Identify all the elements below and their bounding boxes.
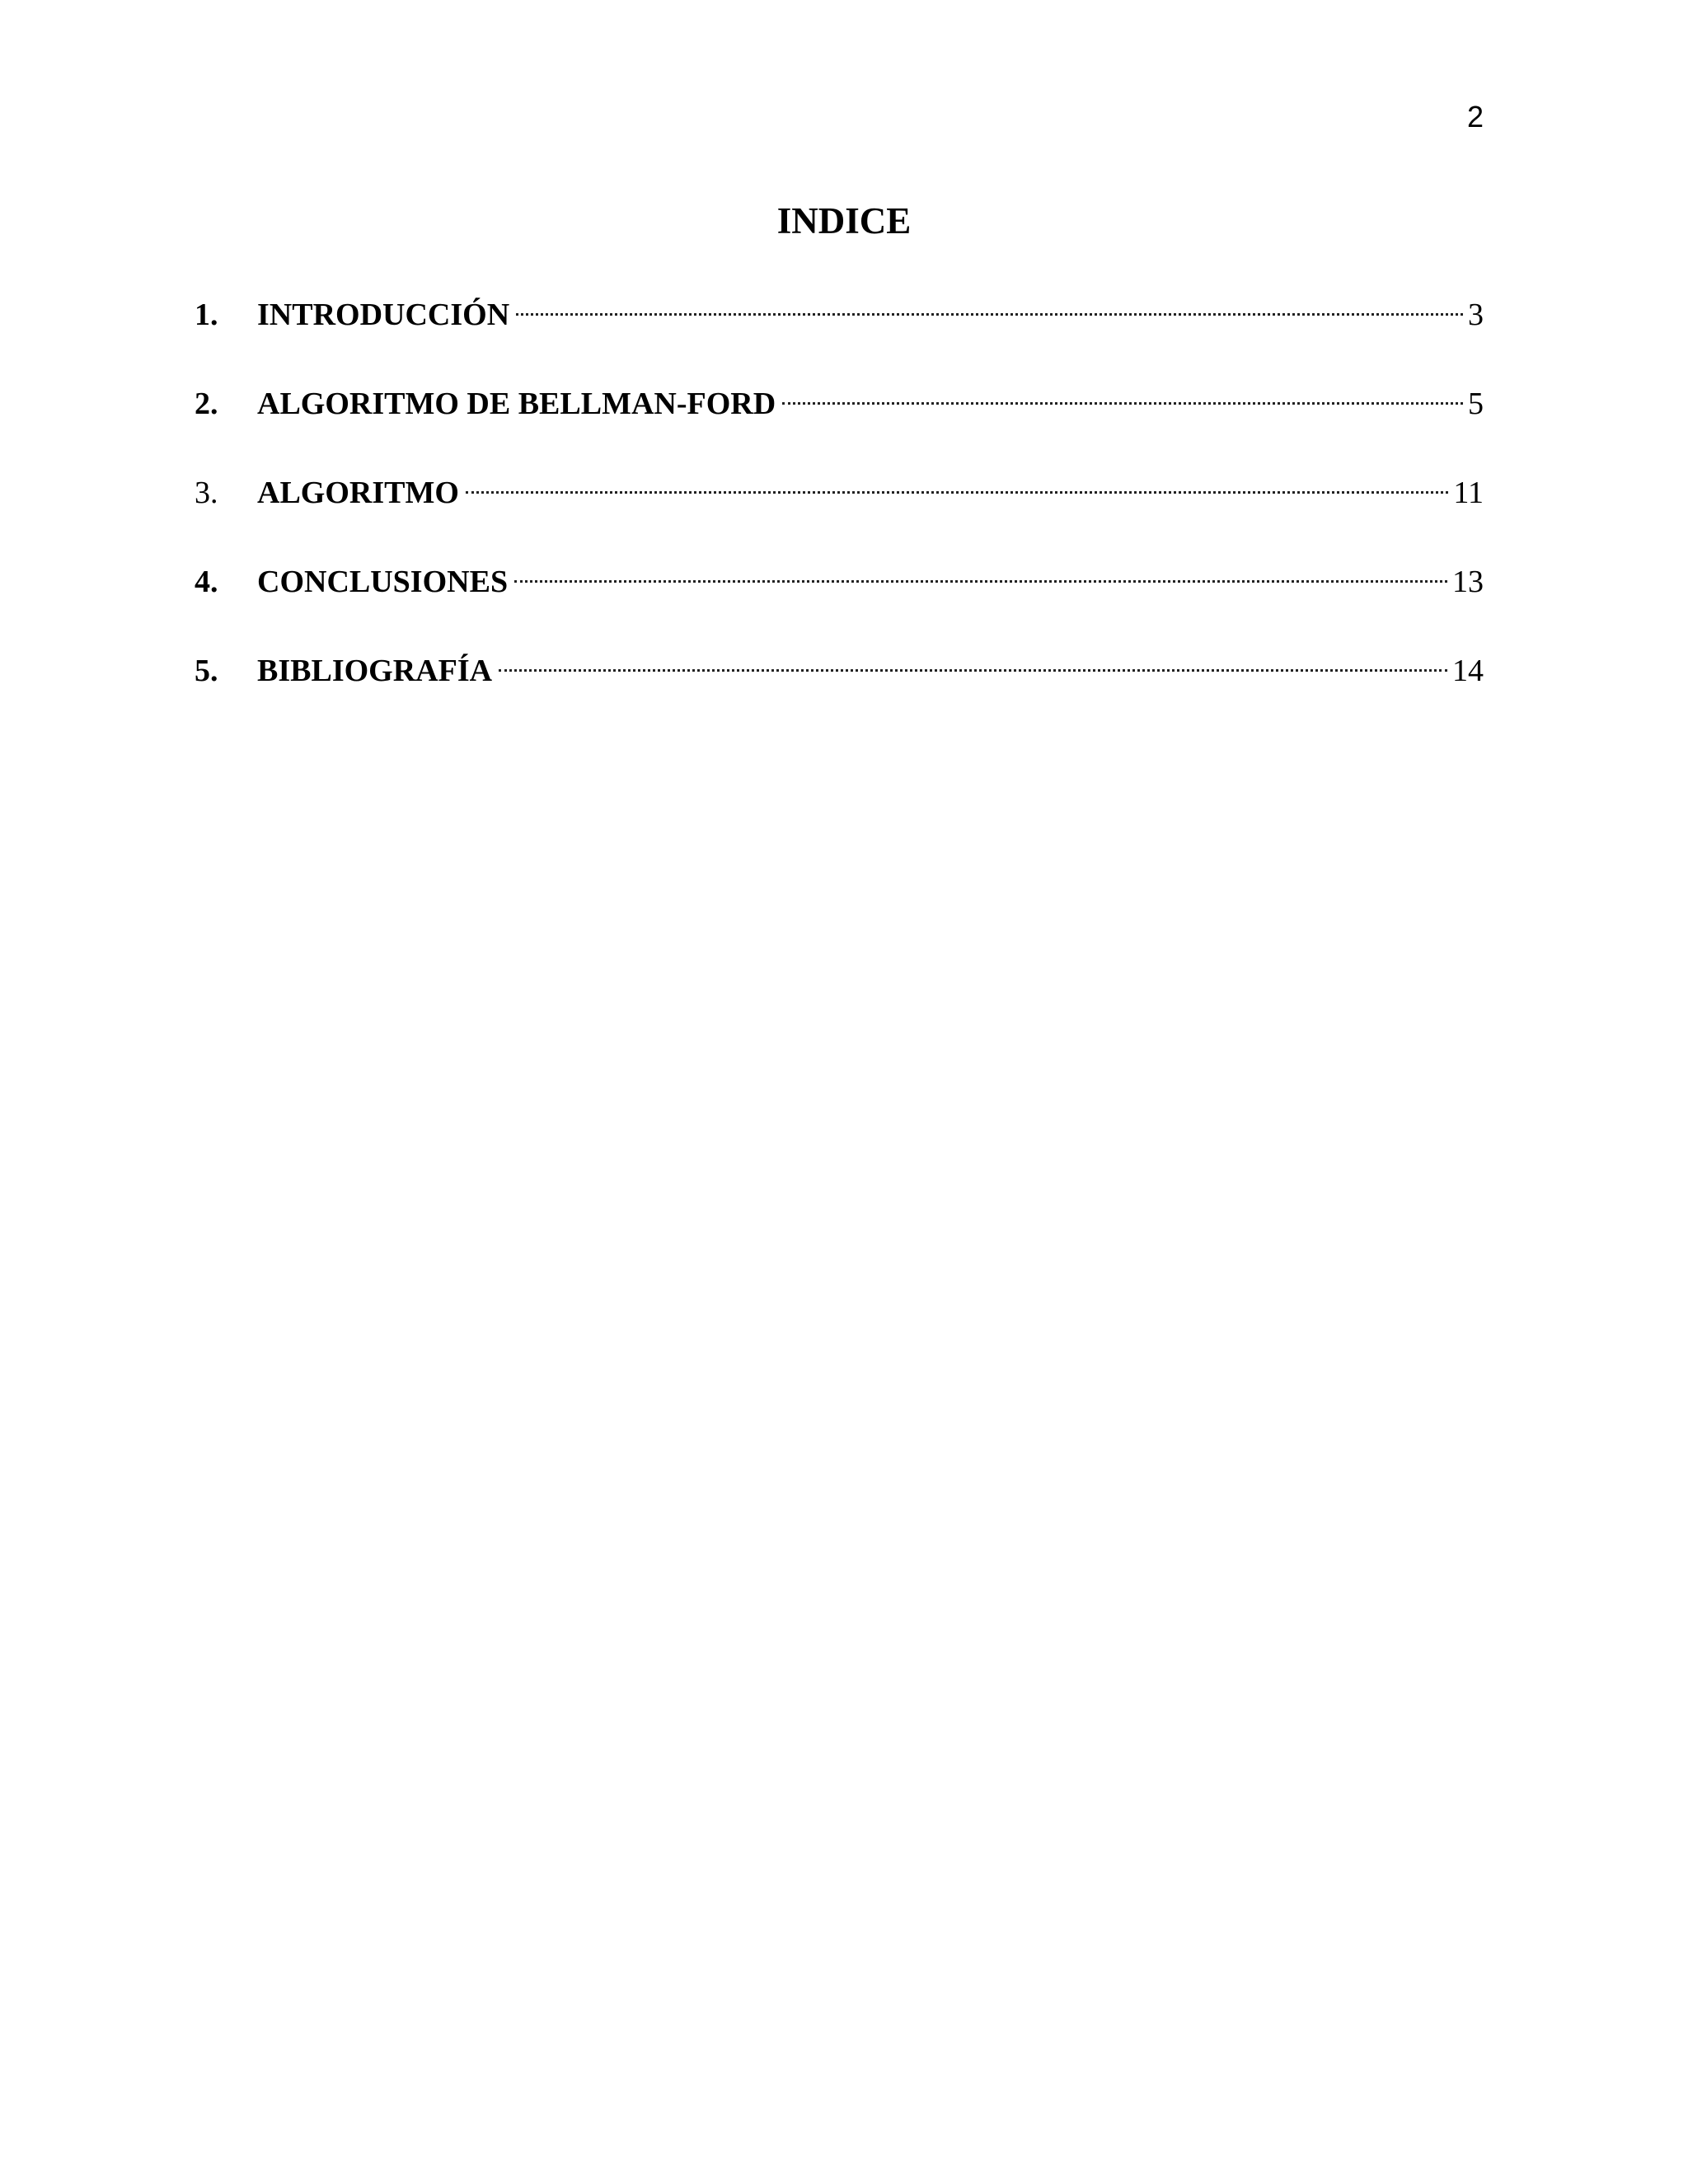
toc-entry-number: 2. <box>195 387 218 421</box>
toc-entry-number: 1. <box>195 298 218 332</box>
dot-leader <box>516 282 1463 325</box>
toc-entry-introduccion[interactable] <box>195 282 1484 332</box>
toc-entry-page: 3 <box>1468 298 1484 332</box>
toc-entry-label: BIBLIOGRAFÍA <box>257 654 493 688</box>
dot-leader <box>499 638 1447 681</box>
page-title: INDICE <box>776 200 912 241</box>
dot-leader <box>782 371 1463 414</box>
toc-entry-bellman-ford[interactable] <box>195 371 1484 421</box>
dot-leader <box>466 460 1449 503</box>
toc-entry-conclusiones[interactable] <box>195 549 1484 599</box>
toc-entry-label: CONCLUSIONES <box>257 565 509 599</box>
toc-entry-bibliografia[interactable] <box>195 638 1484 688</box>
toc-entry-page: 5 <box>1468 387 1484 421</box>
toc-entry-number: 5. <box>195 654 218 688</box>
toc-entry-label: ALGORITMO <box>257 476 459 510</box>
toc-entry-number: 4. <box>195 565 218 599</box>
toc-entry-page: 11 <box>1453 476 1484 510</box>
page-number: 2 <box>1466 100 1484 134</box>
toc-entry-page: 14 <box>1452 654 1484 688</box>
toc-entry-number: 3. <box>195 476 218 510</box>
toc-entry-label: INTRODUCCIÓN <box>257 298 510 332</box>
toc-entry-page: 13 <box>1452 565 1484 599</box>
dot-leader <box>514 549 1447 592</box>
toc-entry-label: ALGORITMO DE BELLMAN-FORD <box>257 387 776 421</box>
toc-entry-algoritmo[interactable] <box>195 460 1484 510</box>
